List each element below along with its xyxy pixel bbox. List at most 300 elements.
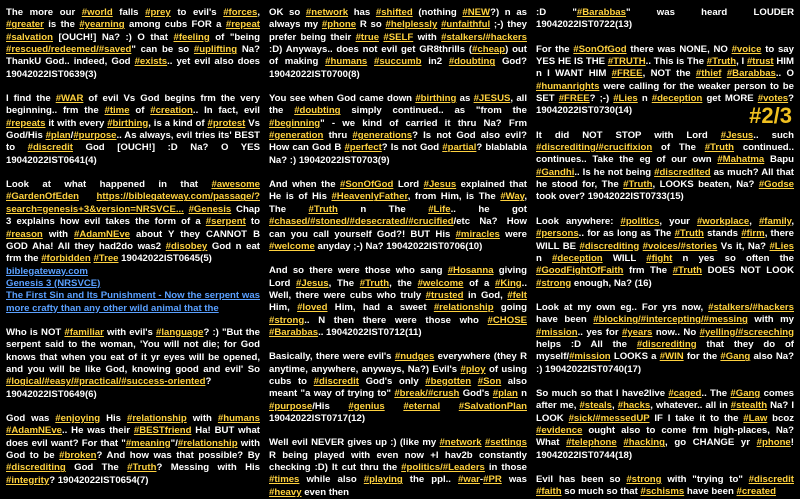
hashtag-link[interactable]: #discrediting/ <box>536 142 599 154</box>
hashtag-link[interactable]: #faith <box>536 486 562 498</box>
post-text: "/ <box>170 437 178 449</box>
post-text: to <box>245 216 260 228</box>
hashtag-link[interactable]: #messing <box>703 314 748 326</box>
hashtag-link[interactable]: #world <box>81 7 113 18</box>
hashtag-link[interactable]: #protest <box>207 117 246 129</box>
post-text: Well evil NEVER gives up :) (like my <box>269 437 440 449</box>
post-text: (nothing <box>412 7 463 18</box>
post-text: as <box>456 93 474 105</box>
post-text: .. As always, evil tries its' BEST to <box>6 130 260 154</box>
post-text: / <box>70 130 74 142</box>
hashtag-link[interactable]: #discredit <box>748 474 794 485</box>
post-text: .. He was their <box>62 425 134 437</box>
hashtag-link[interactable]: #Barabbas <box>269 326 319 338</box>
hashtag-link[interactable]: #birthing <box>415 93 457 105</box>
hashtag-link[interactable]: #Jesus <box>296 277 329 289</box>
hashtag-link[interactable]: #Genesis <box>188 203 232 215</box>
hashtag-link[interactable]: #saved <box>98 44 132 56</box>
hashtag-link[interactable]: #Tree <box>93 253 119 265</box>
column-2 <box>269 7 528 498</box>
hashtag-link[interactable]: #welcome <box>417 277 464 289</box>
hashtag-link[interactable]: #NEW <box>462 7 491 18</box>
post-text: Vs it, Na? <box>717 240 770 252</box>
hashtag-link[interactable]: #politics/ <box>401 462 443 473</box>
post-text: .. yes for <box>577 326 622 338</box>
post-text: - <box>479 474 484 486</box>
hashtag-link[interactable]: #humanrights <box>536 80 600 92</box>
post-text: ! 19042022IST0744(18) <box>536 437 794 461</box>
hashtag-link[interactable]: #times <box>269 474 300 486</box>
hashtag-link[interactable]: #WIN <box>659 351 684 363</box>
hashtag-link[interactable]: #BESTfriend <box>133 425 192 437</box>
post-text: n <box>637 93 652 105</box>
post-text: now.. No <box>652 326 700 338</box>
hashtag-link[interactable]: #years <box>621 326 653 338</box>
post-text: thru <box>323 130 353 142</box>
hashtag-link[interactable]: #family <box>758 215 792 227</box>
hashtag-link[interactable]: #stoned/ <box>310 216 350 228</box>
hashtag-link[interactable]: #Mahatma <box>717 154 765 166</box>
hashtag-link[interactable]: #caged <box>668 387 702 399</box>
hashtag-link[interactable]: #discrediting <box>636 338 697 350</box>
hashtag-link[interactable]: #votes <box>757 93 789 105</box>
hashtag-link[interactable]: #telephone <box>566 437 617 449</box>
hashtag-link[interactable]: #screeching <box>738 326 794 338</box>
hashtag-link[interactable]: #TRUTH <box>607 56 646 68</box>
post-text: .. for as long as The <box>578 228 675 240</box>
hashtag-link[interactable]: #strong <box>536 277 572 289</box>
hashtag-link[interactable]: #discredit <box>313 375 359 387</box>
post-text: Na? ThankU God.. indeed, God <box>6 44 260 68</box>
hashtag-link[interactable]: #disobey <box>165 240 208 252</box>
hashtag-link[interactable]: #relationship <box>177 437 238 449</box>
hashtag-link[interactable]: #AdamNEve <box>6 425 62 437</box>
post-text: , the <box>389 277 418 289</box>
hashtag-link[interactable]: #GardenOfEden <box>6 191 80 203</box>
hashtag-link[interactable]: #WAR <box>55 93 84 105</box>
hashtag-link[interactable]: #JESUS <box>473 93 511 105</box>
post-text: were calling for the weaker person to be SET <box>536 80 794 105</box>
hashtag-link[interactable]: #heavy <box>269 486 302 498</box>
hashtag-link[interactable]: #generation <box>269 130 324 142</box>
hashtag-link[interactable]: #stalkers/ <box>708 301 753 313</box>
post-text: , from Him, is The <box>407 191 501 203</box>
post-text: ? blablabla Na? :) 19042022IST0703(9) <box>269 142 527 166</box>
hashtag-link[interactable]: #rescued/redeemed/ <box>6 44 99 56</box>
post-text: IF I take it to the <box>649 412 744 424</box>
hashtag-link[interactable]: #forbidden <box>41 253 91 265</box>
hashtag-link[interactable]: #GoodFightOfFaith <box>536 265 624 277</box>
post-text: And when the <box>269 179 341 191</box>
post-text: " was heard LOUDER 19042022IST0722(13) <box>536 7 795 31</box>
post-text: also meant "a way of trying to" <box>269 375 527 400</box>
hashtag-link[interactable]: #network <box>305 7 349 18</box>
hashtag-link[interactable]: #Way <box>500 191 525 203</box>
hashtag-link[interactable]: #SELF <box>383 31 414 43</box>
hashtag-link[interactable]: #partial <box>442 142 477 154</box>
hashtag-link[interactable]: #integrity <box>6 474 50 486</box>
post-text: with God to be <box>6 437 260 461</box>
hashtag-link[interactable]: #AdamNEve <box>74 228 131 240</box>
post-text: .. Is he not being <box>574 166 655 178</box>
hashtag-link[interactable]: #trusted <box>425 289 464 301</box>
hashtag-link[interactable]: #messedUP <box>595 412 650 424</box>
post-text: .. The <box>701 387 731 399</box>
hashtag-link[interactable]: #FREE <box>611 68 643 80</box>
post-text: with <box>186 412 218 424</box>
hashtag-link[interactable]: #Son <box>477 375 502 387</box>
hashtag-link[interactable]: #salvation <box>6 31 53 43</box>
post-text: , <box>257 7 261 18</box>
post-paragraph <box>269 93 527 167</box>
hashtag-link[interactable]: #HeavenlyFather <box>331 191 408 203</box>
hashtag-link[interactable]: #blocking/ <box>593 314 641 326</box>
hashtag-link[interactable]: #Truth <box>127 462 157 474</box>
hashtag-link[interactable]: #repeats <box>6 117 46 129</box>
hashtag-link[interactable]: #chased/ <box>269 216 311 228</box>
hashtag-link[interactable]: #created <box>736 486 776 498</box>
hashtag-link[interactable]: #enjoying <box>55 412 101 424</box>
post-text: to evil's <box>170 7 224 18</box>
hashtag-link[interactable]: #steals <box>579 400 612 412</box>
post-text: have been <box>684 486 737 498</box>
hashtag-link[interactable]: #true <box>355 31 380 43</box>
hashtag-link[interactable]: #schisms <box>640 486 685 498</box>
hashtag-link[interactable]: #desecrated/ <box>349 216 409 228</box>
post-text: Lord <box>393 179 424 191</box>
hashtag-link[interactable]: #genius <box>348 400 385 412</box>
hashtag-link[interactable]: #Truth <box>674 228 704 240</box>
hashtag-link[interactable]: #Lies <box>769 240 795 252</box>
post-text <box>367 56 374 67</box>
hashtag-link[interactable]: #plan <box>45 130 71 142</box>
hashtag-link[interactable]: #meaning <box>125 437 171 449</box>
hashtag-link[interactable]: #trust <box>746 56 774 68</box>
post-text: .. such <box>753 129 794 141</box>
post-text: continued.. continues.. Take the eg of our own <box>536 142 794 166</box>
hashtag-link[interactable]: #Hosanna <box>447 265 494 277</box>
hashtag-link[interactable]: #loved <box>297 302 328 314</box>
hashtag-link[interactable]: #hacks <box>617 400 651 412</box>
post-text: Bapu <box>764 154 795 166</box>
hashtag-link[interactable]: #politics <box>620 215 660 227</box>
post-text: among cubs FOR a <box>124 19 226 31</box>
hashtag-link[interactable]: #hackers <box>752 301 794 313</box>
post-text: get MORE <box>702 93 758 105</box>
hashtag-link[interactable]: #evidence <box>536 424 583 436</box>
post-text: DOES NOT LOOK <box>702 265 794 277</box>
hashtag-link[interactable]: https://biblegateway.com/passage/?search=genesis+3&version=NRSVCE... <box>6 191 260 215</box>
hashtag-link[interactable]: #deception <box>552 252 603 264</box>
post-text: .. he got <box>450 203 527 215</box>
hashtag-link[interactable]: #doubting <box>448 56 496 68</box>
hashtag-link[interactable]: #language <box>156 326 204 338</box>
hashtag-link[interactable]: #miracles <box>455 228 500 240</box>
post-text: Who is NOT <box>6 326 65 338</box>
hashtag-link[interactable]: #humans <box>325 56 368 68</box>
hashtag-link[interactable]: #helplessly <box>385 19 438 31</box>
post-text: God's <box>459 388 493 400</box>
hashtag-link[interactable]: #mission <box>536 326 578 338</box>
post-text: has <box>348 7 376 18</box>
hashtag-link[interactable]: #discrediting <box>6 462 66 474</box>
hashtag-link[interactable]: #stealth <box>730 400 768 412</box>
hashtag-link[interactable]: #Truth <box>308 203 338 215</box>
post-text: with <box>42 228 75 240</box>
hashtag-link[interactable]: #workplace <box>696 215 750 227</box>
post-text: as much? All that he stood for, The <box>536 166 794 191</box>
hashtag-link[interactable]: #broken <box>59 450 97 461</box>
post-text: ? 19042022IST0654(7) <box>49 474 149 486</box>
hashtag-link[interactable]: #serpent <box>205 216 246 228</box>
post-text: Look anywhere: <box>536 215 621 227</box>
hashtag-link[interactable]: #discrediting <box>579 240 640 252</box>
hashtag-link[interactable]: #Barabbas <box>576 7 626 18</box>
post-text: ? 19042022IST0730(14) <box>536 93 795 117</box>
hashtag-link[interactable]: #Truth <box>359 277 390 289</box>
post-text: /etc Na? How can you call yourself God?! BUT His <box>269 216 527 240</box>
hashtag-link[interactable]: #hacking <box>623 437 666 449</box>
hashtag-link[interactable]: #practical/ <box>73 376 122 388</box>
link-preview-text[interactable]: biblegateway.com <box>6 265 88 277</box>
hashtag-link[interactable]: #Godse <box>758 179 795 191</box>
hashtag-link[interactable]: #feeling <box>173 31 210 43</box>
hashtag-link[interactable]: #succumb <box>374 56 422 68</box>
post-text: n <box>536 252 553 264</box>
post-text: for the <box>683 351 721 363</box>
hashtag-link[interactable]: #stories <box>680 240 718 252</box>
post-text: of The <box>652 142 705 154</box>
hashtag-link[interactable]: #CHOSE <box>487 314 527 326</box>
post-text: of <box>129 105 151 117</box>
hashtag-link[interactable]: #nudges <box>394 351 435 363</box>
hashtag-link[interactable]: #familiar <box>64 326 104 338</box>
hashtag-link[interactable]: #King <box>495 277 522 289</box>
hashtag-link[interactable]: #yearning <box>79 19 125 31</box>
hashtag-link[interactable]: #Truth <box>623 179 653 191</box>
hashtag-link[interactable]: #doubting <box>294 105 341 117</box>
post-text: frm The <box>623 265 673 277</box>
post-text: OK so <box>269 7 306 18</box>
post-text: took over? 19042022IST0733(15) <box>536 191 684 203</box>
post-text: WILL <box>602 252 647 264</box>
hashtag-link[interactable]: #persons <box>536 228 579 240</box>
hashtag-link[interactable]: #yelling/ <box>699 326 738 338</box>
hashtag-link[interactable]: #shifted <box>375 7 413 18</box>
post-text: comes after me, <box>536 387 794 412</box>
post-paragraph <box>536 474 794 499</box>
hashtag-link[interactable]: #fight <box>646 252 673 264</box>
post-text: .. yet evil also does 19042022IST0639(3) <box>6 56 260 80</box>
hashtag-link[interactable]: #repeat <box>225 19 260 31</box>
post-text: anyday ;-) Na? 19042022IST0706(10) <box>314 240 483 252</box>
hashtag-link[interactable]: #success-oriented <box>121 376 206 388</box>
hashtag-link[interactable]: #beginning <box>269 117 321 129</box>
link-preview-text[interactable]: Genesis 3 (NRSVCE) <box>6 277 101 289</box>
post-text <box>79 191 96 202</box>
post-text: ? :) "But the serpent said to the woman, 'You will not die; for God knows that when you eat of it yr eyes will be opened, and you will be like God, knowing good and evil' So <box>6 326 260 375</box>
link-preview-text[interactable]: The First Sin and Its Punishment - Now the serpent was more crafty than any other wild animal that the <box>6 290 260 314</box>
hashtag-link[interactable]: #discredit <box>27 142 73 154</box>
hashtag-link[interactable]: #crucified <box>408 216 454 228</box>
hashtag-link[interactable]: #forces <box>223 7 258 18</box>
hashtag-link[interactable]: #Barabbas <box>726 68 776 80</box>
post-text: Look at my own eg.. For yrs now, <box>536 301 709 313</box>
hashtag-link[interactable]: #prey <box>145 7 171 18</box>
hashtag-link[interactable]: #Truth <box>672 265 703 277</box>
hashtag-link[interactable]: #Truth <box>706 56 737 68</box>
hashtag-link[interactable]: #phone <box>756 437 791 449</box>
post-text: God n eat frm the <box>6 240 260 265</box>
post-text: /His <box>312 400 349 412</box>
hashtag-link[interactable]: #Gandhi <box>536 166 575 178</box>
hashtag-link[interactable]: #SonOfGod <box>340 179 394 191</box>
post-text: , all the <box>269 93 527 117</box>
post-text: God's only <box>358 375 426 387</box>
hashtag-link[interactable]: #strong <box>626 474 662 485</box>
hashtag-link[interactable]: #SalvationPlan <box>458 400 528 412</box>
post-text: , your <box>659 215 697 227</box>
post-text: 19042022IST0645(5) <box>118 253 212 265</box>
hashtag-link[interactable]: #relationship <box>126 412 187 424</box>
column-3 <box>536 7 795 498</box>
post-text: , <box>612 400 618 412</box>
hashtag-link[interactable]: #PR <box>483 474 502 486</box>
hashtag-link[interactable]: #SonOfGod <box>573 43 627 55</box>
post-text: of a <box>463 277 496 289</box>
post-text: is the <box>43 19 80 31</box>
hashtag-link[interactable]: #stalkers/ <box>441 31 486 43</box>
post-text: also Na? :) 19042022IST0740(17) <box>536 351 794 375</box>
post-text: .. In fact, evil <box>192 105 260 117</box>
hashtag-link[interactable]: #Truth <box>704 142 735 154</box>
hashtag-link[interactable]: #creation <box>150 105 193 117</box>
hashtag-link[interactable]: #birthing <box>107 117 149 129</box>
post-text: .. This is The <box>645 56 707 68</box>
post-text: of evil Vs God begins frm the very beginning.. frm the <box>6 93 260 117</box>
post-text: the ppl.. <box>402 474 459 486</box>
post-text: His <box>100 412 127 424</box>
post-text: with <box>413 31 442 43</box>
hashtag-link[interactable]: #awesome <box>211 179 260 191</box>
hashtag-link[interactable]: #Leaders <box>442 462 485 473</box>
hashtag-link[interactable]: #Gang <box>730 387 761 399</box>
hashtag-link[interactable]: #hackers <box>485 31 527 43</box>
post-text: Ha! BUT what does evil want? For that " <box>6 425 260 449</box>
hashtag-link[interactable]: #Jesus <box>720 129 754 141</box>
post-text: ? Messing with His <box>156 462 260 474</box>
hashtag-link[interactable]: #FREE <box>558 93 590 105</box>
hashtag-link[interactable]: #reason <box>6 228 43 240</box>
hashtag-link[interactable]: #discredited <box>654 166 711 178</box>
hashtag-link[interactable]: #greater <box>6 19 44 31</box>
post-text: was <box>501 474 527 486</box>
hashtag-link[interactable]: #welcome <box>269 240 315 252</box>
post-text: Look at what happened in that <box>6 179 212 191</box>
hashtag-link[interactable]: #logical/ <box>6 376 45 388</box>
post-text: in those <box>484 462 527 473</box>
hashtag-link[interactable]: #crush <box>427 388 460 400</box>
post-text: 19042022IST0717(12) <box>269 412 366 424</box>
hashtag-link[interactable]: #break/ <box>394 388 428 400</box>
hashtag-link[interactable]: #sick/ <box>568 412 596 424</box>
hashtag-link[interactable]: #Law <box>743 412 768 424</box>
hashtag-link[interactable]: #Jesus <box>423 179 457 191</box>
post-text: .. N then there were those who <box>304 314 488 326</box>
hashtag-link[interactable]: #generations <box>352 130 413 142</box>
hashtag-link[interactable]: #plan <box>492 388 518 400</box>
post-text: , NOT the <box>642 68 696 80</box>
post-text: , go CHANGE yr <box>665 437 757 449</box>
hashtag-link[interactable]: #cheap <box>472 44 506 56</box>
hashtag-link[interactable]: #crucifixion <box>598 142 653 154</box>
post-text: You see when God came down <box>269 93 416 105</box>
hashtag-link[interactable]: #phone <box>321 19 357 31</box>
post-text: Na? I LOOK <box>536 400 794 424</box>
hashtag-link[interactable]: #mission <box>569 351 611 363</box>
hashtag-link[interactable]: #strong <box>269 314 305 326</box>
hashtag-link[interactable]: #war <box>458 474 480 486</box>
hashtag-link[interactable]: #easy/ <box>44 376 74 388</box>
hashtag-link[interactable]: #voices/ <box>642 240 681 252</box>
hashtag-link[interactable]: #Life <box>428 203 451 215</box>
post-text: everywhere (they R anytime, anywhere, anyways, Na?) Evil's <box>269 351 527 375</box>
post-text: :D " <box>536 7 577 18</box>
hashtag-link[interactable]: #time <box>104 105 130 117</box>
hashtag-link[interactable]: #purpose <box>73 130 117 142</box>
hashtag-link[interactable]: #eternal <box>403 400 441 412</box>
post-text: ? ;-) <box>589 93 614 105</box>
hashtag-link[interactable]: #begotten <box>425 375 472 387</box>
post-text: in God, <box>463 289 508 301</box>
post-paragraph <box>269 265 527 339</box>
hashtag-link[interactable]: #ploy <box>460 363 486 375</box>
post-paragraph <box>6 93 260 167</box>
hashtag-link[interactable]: #voice <box>731 43 762 55</box>
post-text: going <box>493 302 527 314</box>
post-text: n <box>517 388 528 400</box>
hashtag-link[interactable]: #playing <box>363 474 403 486</box>
post-text: ? And how was that possible? By <box>96 450 261 461</box>
post-text: in2 <box>421 56 449 68</box>
hashtag-link[interactable]: #settings <box>484 437 527 449</box>
post-text: , there WILL BE <box>536 228 795 252</box>
hashtag-link[interactable]: #unfaithful <box>441 19 491 31</box>
hashtag-link[interactable]: #thief <box>695 68 722 80</box>
hashtag-link[interactable]: #relationship <box>433 302 494 314</box>
hashtag-link[interactable]: #network <box>439 437 482 449</box>
hashtag-link[interactable]: #purpose <box>269 400 313 412</box>
hashtag-link[interactable]: #deception <box>651 93 703 105</box>
post-text: ?) n as always my <box>269 7 527 31</box>
hashtag-link[interactable]: #uplifting <box>193 44 238 56</box>
post-paragraph <box>6 413 260 487</box>
hashtag-link[interactable]: #felt <box>507 289 527 301</box>
hashtag-link[interactable]: #intercepting/ <box>640 314 704 326</box>
hashtag-link[interactable]: #Lies <box>613 93 638 105</box>
post-paragraph <box>6 327 260 401</box>
post-text: with evil's <box>103 326 157 338</box>
hashtag-link[interactable]: #firm <box>741 228 765 240</box>
hashtag-link[interactable]: #perfect <box>344 142 382 154</box>
hashtag-link[interactable]: #humans <box>217 412 260 424</box>
post-text: ? 19042022IST0649(6) <box>6 376 212 400</box>
post-text: , LOOKS beaten, Na? <box>652 179 759 191</box>
hashtag-link[interactable]: #exists <box>134 56 168 68</box>
hashtag-link[interactable]: #Gang <box>720 351 751 363</box>
post-text: falls <box>112 7 146 18</box>
post-text: , I <box>736 56 747 68</box>
